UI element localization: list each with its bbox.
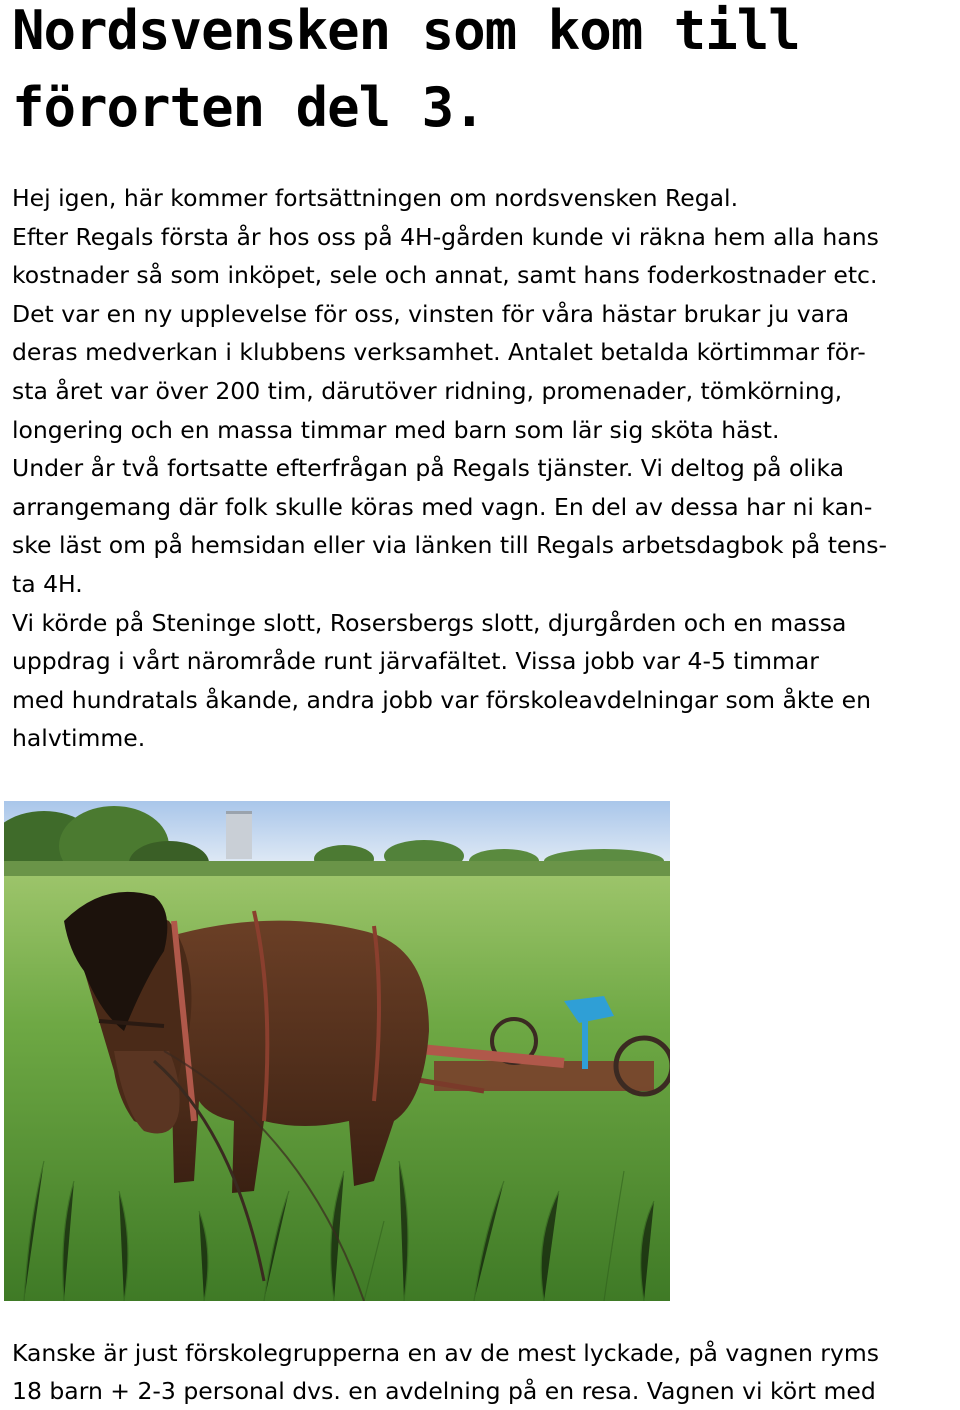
body-line: uppdrag i vårt närområde runt järvafältet. Vissa jobb var 4-5 timmar bbox=[12, 647, 819, 676]
title-line: Nordsvensken som kom till bbox=[12, 0, 800, 62]
body-line: kostnader så som inköpet, sele och annat, samt hans foderkostnader etc. bbox=[12, 261, 878, 290]
article-continuation bbox=[12, 1334, 957, 1410]
body-line: 18 barn + 2-3 personal dvs. en avdelning på en resa. Vagnen vi kört med bbox=[12, 1377, 876, 1405]
body-line: sta året var över 200 tim, därutöver ridning, promenader, tömkörning, bbox=[12, 376, 843, 405]
body-line: halvtimme. bbox=[12, 724, 146, 753]
body-line: Under år två fortsatte efterfrågan på Regals tjänster. Vi deltog på olika bbox=[12, 454, 845, 483]
body-line: Kanske är just förskolegrupperna en av de mest lyckade, på vagnen ryms bbox=[12, 1339, 880, 1367]
horse-photo bbox=[4, 801, 670, 1301]
body-line: longering och en massa timmar med barn som lär sig sköta häst. bbox=[12, 415, 780, 444]
body-line: ta 4H. bbox=[12, 569, 83, 598]
body-line: Vi körde på Steninge slott, Rosersbergs slott, djurgården och en massa bbox=[12, 608, 847, 637]
article-title bbox=[12, 0, 942, 146]
body-line: med hundratals åkande, andra jobb var förskoleavdelningar som åkte en bbox=[12, 685, 872, 714]
body-line: arrangemang där folk skulle köras med vagn. En del av dessa har ni kan- bbox=[12, 492, 873, 521]
article-body bbox=[12, 179, 957, 758]
body-line: Det var en ny upplevelse för oss, vinsten för våra hästar brukar ju vara bbox=[12, 299, 850, 328]
body-line: deras medverkan i klubbens verksamhet. Antalet betalda körtimmar för- bbox=[12, 338, 866, 367]
body-line: Hej igen, här kommer fortsättningen om nordsvensken Regal. bbox=[12, 184, 739, 212]
title-line: förorten del 3. bbox=[12, 76, 485, 139]
tower bbox=[226, 811, 252, 859]
body-line: Efter Regals första år hos oss på 4H-gården kunde vi räkna hem alla hans bbox=[12, 222, 879, 251]
body-line: ske läst om på hemsidan eller via länken till Regals arbetsdagbok på tens- bbox=[12, 531, 887, 560]
